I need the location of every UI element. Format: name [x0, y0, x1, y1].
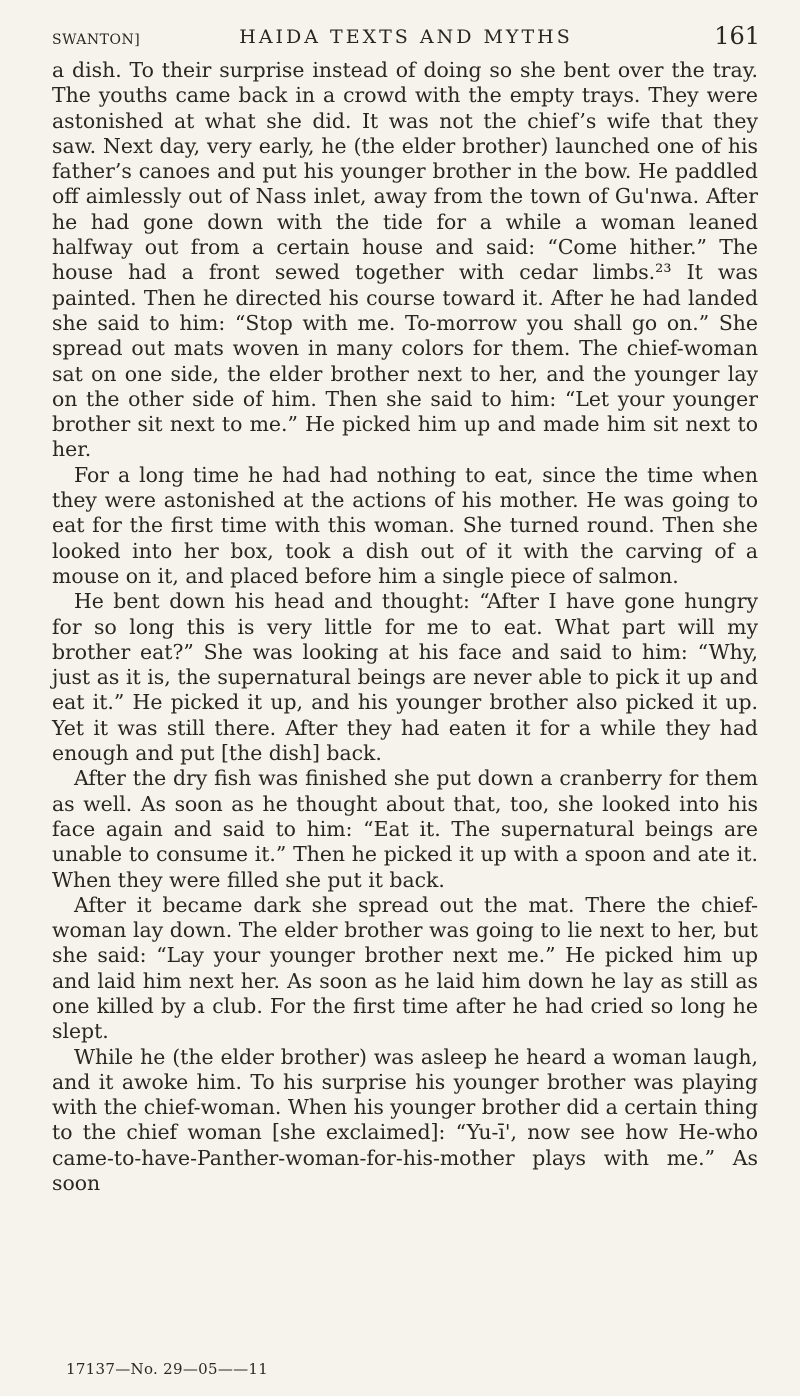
signature-footer: 17137—No. 29—05——11 [66, 1360, 269, 1378]
header-author: SWANTON] [52, 32, 141, 48]
paragraph-5: After it became dark she spread out the mat. There the chief-woman lay down. The elder brother was going to lie next to her, but she said: “Lay your younger brother next me.” He picked him up and laid him next her. As soon as he laid him down he lay as still as one killed by a club. For the first time after he had cried so long he slept. [52, 892, 758, 1044]
paragraph-3: He bent down his head and thought: “After I have gone hungry for so long this is very little for me to eat. What part will my brother eat?” She was looking at his face and said to him: “Why, just as it is, the supernatural beings are never able to pick it up and eat it.” He picked it up, and his younger brother also picked it up. Yet it was still there. After they had eaten it for a while they had enough and put [the dish] back. [52, 589, 758, 766]
paragraph-4: After the dry fish was finished she put down a cranberry for them as well. As soon as he thought about that, too, she looked into his face again and said to him: “Eat it. The supernatural beings are unable to consume it.” Then he picked it up with a spoon and ate it. When they were filled she put it back. [52, 766, 758, 892]
paragraph-6: While he (the elder brother) was asleep he heard a woman laugh, and it awoke him. To his surprise his younger brother was playing with the chief-woman. When his younger brother did a certain thing to the chief woman [she exclaimed]: “Yu-ī', now see how He-who came-to-have-Panther-woman-for-his-mother plays with me.” As soon [52, 1044, 758, 1196]
header-title: HAIDA TEXTS AND MYTHS [239, 26, 573, 48]
running-header [52, 20, 760, 56]
body-text [52, 58, 758, 1196]
page-number: 161 [714, 22, 760, 50]
paragraph-2: For a long time he had had nothing to eat, since the time when they were astonished at the actions of his mother. He was going to eat for the first time with this woman. She turned round. Then she looked into her box, took a dish out of it with the carving of a mouse on it, and placed before him a single piece of salmon. [52, 462, 758, 588]
paragraph-1: a dish. To their surprise instead of doing so she bent over the tray. The youths came back in a crowd with the empty trays. They were astonished at what she did. It was not the chief’s wife that they saw. Next day, very early, he (the elder brother) launched one of his father’s canoes and put his younger brother in the bow. He paddled off aimlessly out of Nass inlet, away from the town of Gu'nwa. After he had gone down with the tide for a while a woman leaned halfway out from a certain house and said: “Come hither.” The house had a front sewed together with cedar limbs.²³ It was painted. Then he directed his course toward it. After he had landed she said to him: “Stop with me. To-morrow you shall go on.” She spread out mats woven in many colors for them. The chief-woman sat on one side, the elder brother next to her, and the younger lay on the other side of him. Then she said to him: “Let your younger brother sit next to me.” He picked him up and made him sit next to her. [52, 58, 758, 462]
